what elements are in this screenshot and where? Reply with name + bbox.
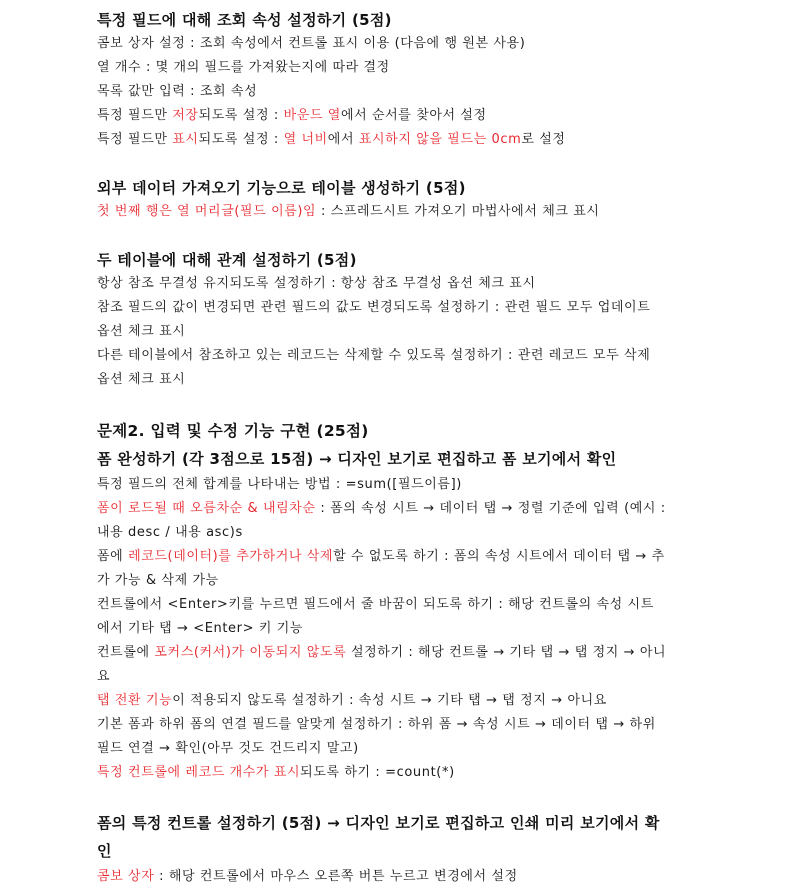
text-line [97,865,667,889]
section-lookup-properties [97,8,787,152]
text-run: 에서 순서를 찾아서 설정 [340,108,487,123]
text-run: 설정하기 : 해당 컨트롤 → 기타 탭 → 탭 정지 → 아니요 [97,645,667,684]
text-run: 참조 필드의 값이 변경되면 관련 필드의 값도 변경되도록 설정하기 : 관련 필드 모두 업데이트 옵션 체크 표시 [97,300,651,339]
text-run: 콤보 상자 설정 : 조회 속성에서 컨트롤 표시 이용 (다음에 행 원본 사용) [97,36,526,51]
text-line [97,80,667,104]
text-run: 컨트롤에서 <Enter>키를 누르면 필드에서 줄 바꿈이 되도록 하기 : 해당 컨트롤의 속성 시트에서 기타 탭 → <Enter> 키 기능 [97,597,654,636]
highlighted-text: 바운드 열 [283,108,341,123]
text-line [97,104,667,128]
highlighted-text: 열 너비 [283,132,328,147]
section-problem2 [97,418,787,785]
text-run: : 해당 컨트롤에서 마우스 오른쪽 버튼 누르고 변경에서 설정 [154,869,518,884]
text-run: 폼에 [97,549,129,564]
highlighted-text: 탭 전환 기능 [97,693,173,708]
highlighted-text: 표시하지 않을 필드는 0cm [358,132,522,147]
text-run: 에서 [327,132,359,147]
text-run: 특정 필드만 [97,132,173,147]
text-line [97,473,667,497]
text-line [97,545,667,593]
highlighted-text: 레코드(데이터)를 추가하거나 삭제 [128,549,334,564]
section-external-data-import [97,176,787,224]
highlighted-text: 콤보 상자 [97,869,155,884]
text-run: 로 설정 [521,132,566,147]
text-line [97,641,667,689]
text-run: 목록 값만 입력 : 조회 속성 [97,84,258,99]
highlighted-text: 특정 컨트롤에 레코드 개수가 표시 [97,765,301,780]
text-run: 항상 참조 무결성 유지되도록 설정하기 : 항상 참조 무결성 옵션 체크 표시 [97,276,536,291]
text-line [97,344,667,392]
highlighted-text: 첫 번째 행은 열 머리글(필드 이름)임 [97,204,317,219]
text-line [97,689,667,713]
text-line [97,593,667,641]
section-heading: 폼의 특정 컨트롤 설정하기 (5점) → 디자인 보기로 편집하고 인쇄 미리 보기에서 확인 [97,814,660,860]
section-heading: 특정 필드에 대해 조회 속성 설정하기 (5점) [97,11,392,29]
text-run: 특정 필드의 전체 합계를 나타내는 방법 : =sum([필드이름]) [97,477,462,492]
problem-title: 문제2. 입력 및 수정 기능 구현 (25점) [97,422,369,440]
highlighted-text: 표시 [172,132,199,147]
text-run: 이 적용되지 않도록 설정하기 : 속성 시트 → 기타 탭 → 탭 정지 → 아니요 [172,693,607,708]
highlighted-text: 저장 [172,108,199,123]
text-line [97,128,667,152]
highlighted-text: 포커스(커서)가 이동되지 않도록 [154,645,347,660]
highlighted-text: 폼이 로드될 때 오름차순 & 내림차순 [97,501,316,516]
section-heading: 외부 데이터 가져오기 기능으로 테이블 생성하기 (5점) [97,179,466,197]
section-subheading: 폼 완성하기 (각 3점으로 15점) → 디자인 보기로 편집하고 폼 보기에서 확인 [97,450,617,468]
text-line [97,56,667,80]
text-run: 되도록 설정 : [198,108,284,123]
text-run: : 폼의 속성 시트 → 데이터 탭 → 정렬 기준에 입력 (예시 : 내용 desc / 내용 asc)s [97,501,666,540]
text-line [97,761,667,785]
text-run: : 스프레드시트 가져오기 마법사에서 체크 표시 [316,204,600,219]
text-run: 특정 필드만 [97,108,173,123]
section-heading: 두 테이블에 대해 관계 설정하기 (5점) [97,251,357,269]
text-line [97,272,667,296]
text-line [97,200,667,224]
text-run: 되도록 설정 : [198,132,284,147]
text-run: 다른 테이블에서 참조하고 있는 레코드는 삭제할 수 있도록 설정하기 : 관련 레코드 모두 삭제 옵션 체크 표시 [97,348,651,387]
text-line [97,296,667,344]
section-form-control [97,809,787,889]
text-run: 컨트롤에 [97,645,155,660]
section-relationships [97,248,787,392]
text-run: 열 개수 : 몇 개의 필드를 가져왔는지에 따라 결정 [97,60,390,75]
text-line [97,32,667,56]
text-run: 할 수 없도록 하기 : 폼의 속성 시트에서 데이터 탭 → 추가 가능 & 삭제 가능 [97,549,665,588]
text-line [97,713,667,761]
text-line [97,497,667,545]
text-run: 기본 폼과 하위 폼의 연결 필드를 알맞게 설정하기 : 하위 폼 → 속성 시트 → 데이터 탭 → 하위 필드 연결 → 확인(아무 것도 건드리지 말고) [97,717,656,756]
text-run: 되도록 하기 : =count(*) [300,765,455,780]
